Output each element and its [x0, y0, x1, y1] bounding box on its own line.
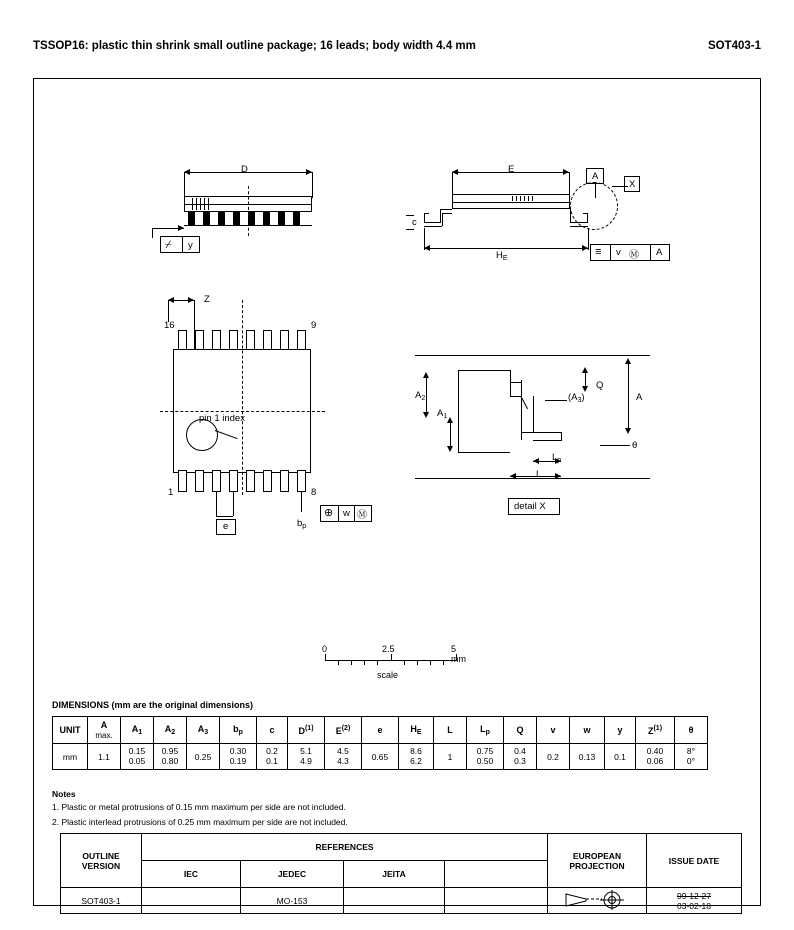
cell-c: 0.2 0.1 — [257, 744, 288, 770]
cell-y: 0.1 — [605, 744, 636, 770]
col-v: v — [537, 717, 570, 744]
col-lp: $L_p$ — [467, 717, 504, 744]
col-references: REFERENCES — [142, 834, 548, 861]
dim-label-A3: $(A_3)$ — [568, 392, 585, 404]
drawing-frame — [33, 78, 761, 906]
col-q: Q — [504, 717, 537, 744]
pin-number-8: 8 — [311, 487, 317, 498]
cell-outline-version: SOT403-1 — [61, 888, 142, 914]
scale-label-mid: 2.5 — [382, 644, 395, 654]
detail-x-caption: detail X — [514, 501, 546, 512]
cell-a2: 0.95 0.80 — [154, 744, 187, 770]
table-row — [53, 744, 708, 770]
parallelism-symbol-icon: ≡ — [595, 246, 602, 258]
dim-label-D: D — [241, 164, 248, 175]
cell-d: 5.1 4.9 — [288, 744, 325, 770]
col-l: L — [434, 717, 467, 744]
cell-e-cap: 4.5 4.3 — [325, 744, 362, 770]
cell-a1: 0.15 0.05 — [121, 744, 154, 770]
col-z: $Z^{(1)}$ — [636, 717, 675, 744]
col-european-projection: EUROPEAN PROJECTION — [548, 834, 647, 888]
cell-l: 1 — [434, 744, 467, 770]
cell-jedec: MO-153 — [241, 888, 344, 914]
dim-label-A1: $A_1$ — [437, 408, 448, 420]
col-y: y — [605, 717, 636, 744]
col-jeita: JEITA — [344, 861, 445, 888]
col-a3: $A_3$ — [187, 717, 220, 744]
cell-issue-date — [647, 888, 742, 914]
col-unit: UNIT — [53, 717, 88, 744]
flatness-symbol-icon: ⌿ — [165, 239, 172, 251]
col-theta: θ — [675, 717, 708, 744]
cell-iec — [142, 888, 241, 914]
issue-date-old: 99-12-27 — [676, 890, 712, 901]
col-c: c — [257, 717, 288, 744]
col-a1: $A_1$ — [121, 717, 154, 744]
col-d: $D^{(1)}$ — [288, 717, 325, 744]
dim-label-theta: θ — [632, 440, 638, 451]
note-1: 1. Plastic or metal protrusions of 0.15 mm maximum per side are not included. — [52, 802, 346, 812]
dim-label-HE: $H_E$ — [496, 250, 508, 262]
scale-label-0: 0 — [322, 644, 328, 654]
cell-e: 0.65 — [362, 744, 399, 770]
cell-projection-symbol — [548, 888, 647, 914]
dim-label-Z: Z — [204, 294, 210, 305]
datum-label-A-top: A — [592, 171, 599, 182]
page-title: TSSOP16: plastic thin shrink small outline package; 16 leads; body width 4.4 mm — [33, 40, 476, 52]
pin-number-16: 16 — [164, 320, 175, 331]
dim-label-e: e — [223, 521, 229, 532]
dim-label-E: E — [508, 164, 515, 175]
scale-caption: scale — [377, 670, 399, 680]
col-a2: $A_2$ — [154, 717, 187, 744]
col-bp: $b_p$ — [220, 717, 257, 744]
european-projection-icon — [562, 890, 632, 910]
note-2: 2. Plastic interlead protrusions of 0.25 mm maximum per side are not included. — [52, 817, 348, 827]
cell-theta: 8° 0° — [675, 744, 708, 770]
tolerance-value-v: v — [616, 247, 621, 258]
col-e: e — [362, 717, 399, 744]
pin-number-1: 1 — [168, 487, 174, 498]
cell-w: 0.13 — [570, 744, 605, 770]
col-ref-blank — [445, 861, 548, 888]
dimensions-table — [52, 716, 708, 770]
cell-q: 0.4 0.3 — [504, 744, 537, 770]
references-header-row — [61, 834, 742, 861]
scale-label-end: 5 mm — [451, 644, 466, 664]
col-issue-date: ISSUE DATE — [647, 834, 742, 888]
detail-ref-X: X — [629, 179, 636, 190]
notes-heading: Notes — [52, 789, 76, 799]
col-he: $H_E$ — [399, 717, 434, 744]
datum-label-y: y — [188, 240, 193, 251]
position-symbol-icon: ⊕ — [324, 507, 334, 519]
cell-lp: 0.75 0.50 — [467, 744, 504, 770]
col-jedec: JEDEC — [241, 861, 344, 888]
col-iec: IEC — [142, 861, 241, 888]
dim-label-L: L — [536, 469, 542, 480]
issue-date-new: 03-02-18 — [676, 900, 712, 911]
dim-label-c: c — [412, 217, 417, 228]
mmc-symbol-M-2: Ⓜ — [357, 510, 367, 521]
references-table — [60, 833, 742, 914]
cell-he: 8.6 6.2 — [399, 744, 434, 770]
col-outline-version: OUTLINE VERSION — [61, 834, 142, 888]
pin-1-index-label: pin 1 index — [199, 413, 245, 424]
pin-number-9: 9 — [311, 320, 317, 331]
col-a-max: A max. — [88, 717, 121, 744]
col-e-cap: $E^{(2)}$ — [325, 717, 362, 744]
references-data-row — [61, 888, 742, 914]
dim-label-Lp: $L_p$ — [552, 452, 562, 464]
dim-label-bp: $b_p$ — [297, 518, 307, 530]
cell-bp: 0.30 0.19 — [220, 744, 257, 770]
dimensions-title: DIMENSIONS (mm are the original dimensions) — [52, 700, 254, 710]
cell-a-max: 1.1 — [88, 744, 121, 770]
tolerance-datum-A: A — [656, 247, 663, 258]
cell-v: 0.2 — [537, 744, 570, 770]
dim-label-Q: Q — [596, 380, 604, 391]
table-header-row — [53, 717, 708, 744]
cell-unit: mm — [53, 744, 88, 770]
dim-label-A2: $A_2$ — [415, 390, 426, 402]
tolerance-value-w: w — [343, 508, 350, 519]
cell-ref-blank — [445, 888, 548, 914]
col-w: w — [570, 717, 605, 744]
cell-jeita — [344, 888, 445, 914]
package-code: SOT403-1 — [707, 40, 761, 52]
mmc-symbol-M: Ⓜ — [629, 250, 639, 261]
cell-a3: 0.25 — [187, 744, 220, 770]
cell-z: 0.40 0.06 — [636, 744, 675, 770]
dim-label-A: A — [636, 392, 643, 403]
